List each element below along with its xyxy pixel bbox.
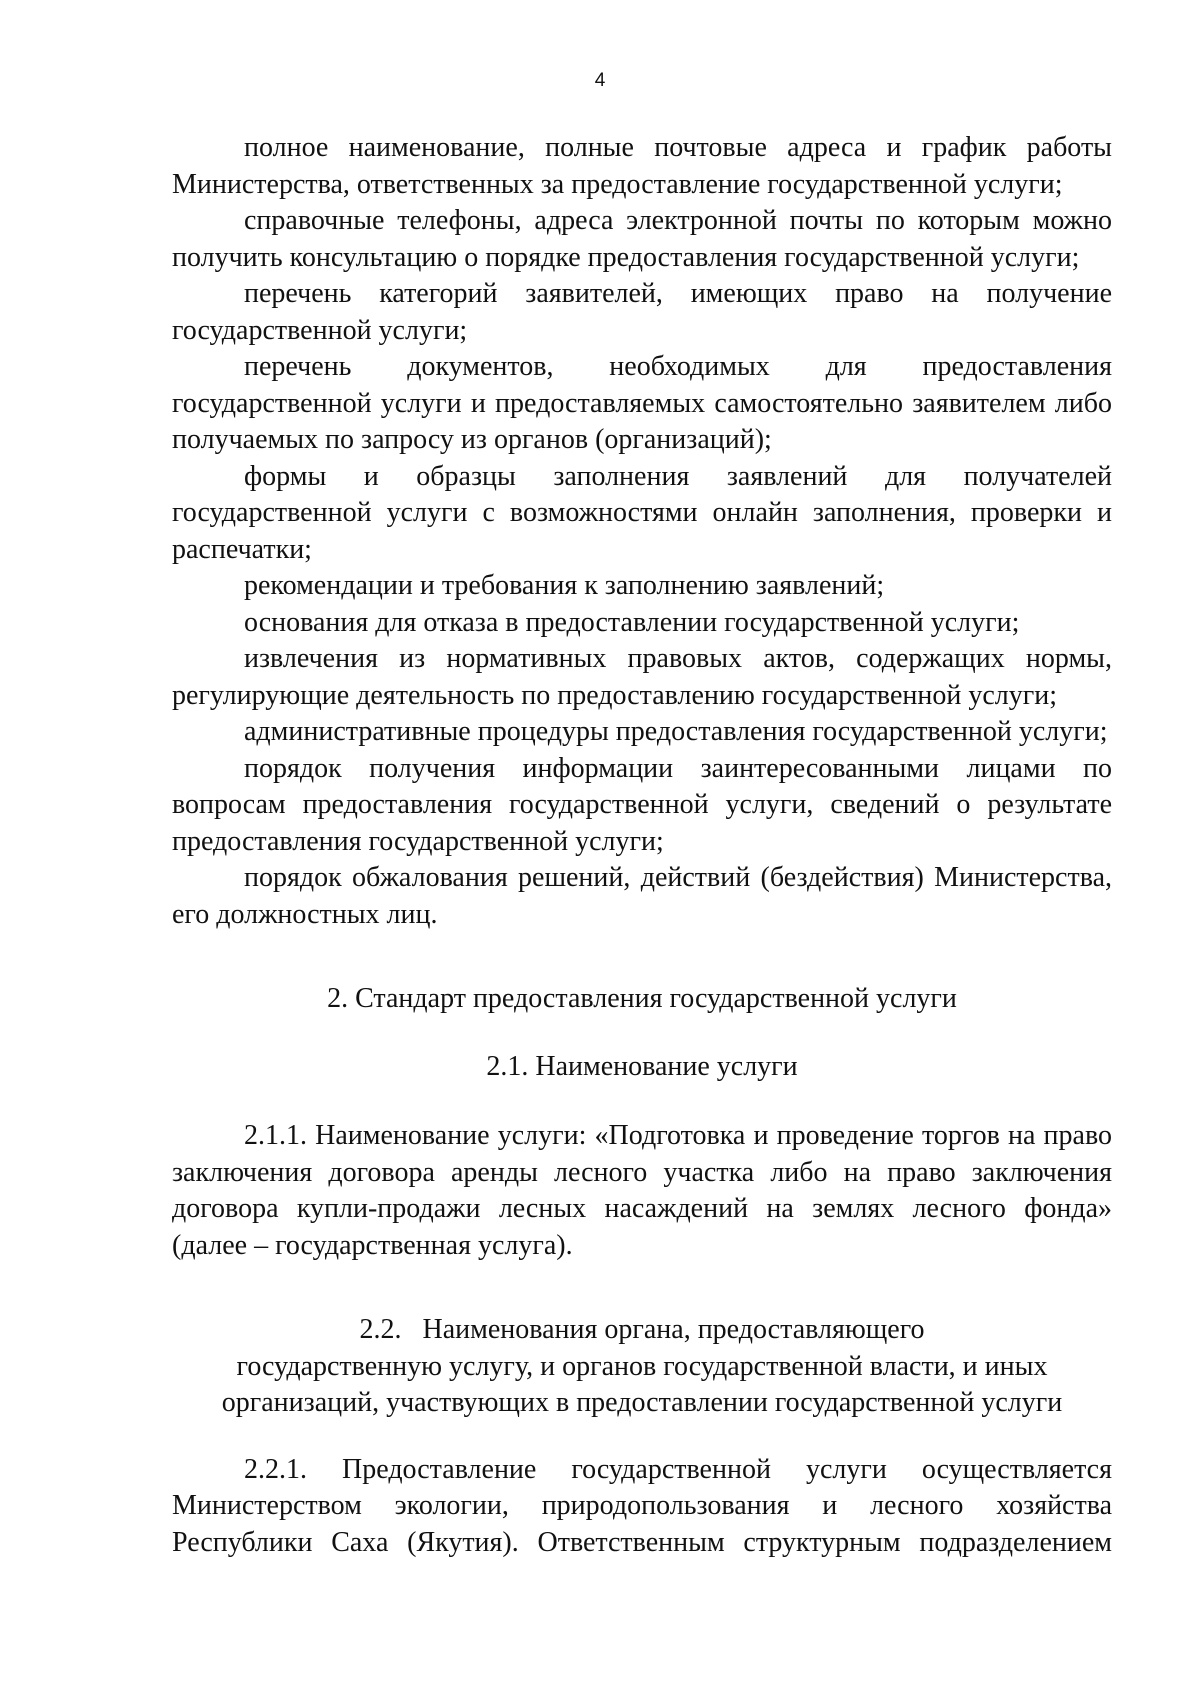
spacer [172, 1085, 1112, 1118]
subsection-heading-line: государственную услугу, и органов государственной власти, и иных [236, 1350, 1048, 1382]
list-item: перечень документов, необходимых для предоставления государственной услуги и предоставляемых самостоятельно заявителем либо получаемых по запросу из органов (организаций); [172, 351, 1112, 455]
list-item: полное наименование, полные почтовые адреса и график работы Министерства, ответственных за предоставление государственной услуги; [172, 132, 1112, 200]
paragraph-2-1-1: 2.1.1. Наименование услуги: «Подготовка и проведение торгов на право заключения договора аренды лесного участка либо на право заключения договора купли-продажи лесных насаждений на землях лесного фонда» (далее – государственная услуга). [172, 1120, 1112, 1261]
list-item: порядок обжалования решений, действий (бездействия) Министерства, его должностных лиц. [172, 862, 1112, 930]
subsection-heading-line: 2.2. Наименования органа, предоставляющего [359, 1314, 925, 1345]
spacer [172, 933, 1112, 981]
spacer [172, 1264, 1112, 1312]
list-item: извлечения из нормативных правовых актов, содержащих нормы, регулирующие деятельность по предоставлению государственной услуги; [172, 643, 1112, 711]
list-item: рекомендации и требования к заполнению заявлений; [244, 570, 885, 601]
list-item: справочные телефоны, адреса электронной почты по которым можно получить консультацию о порядке предоставления государственной услуги; [172, 205, 1112, 273]
spacer [172, 1018, 1112, 1049]
document-body [172, 130, 1112, 1561]
section-heading: 2. Стандарт предоставления государственной услуги [327, 983, 957, 1014]
subsection-heading: 2.1. Наименование услуги [486, 1050, 798, 1082]
list-item: перечень категорий заявителей, имеющих право на получение государственной услуги; [172, 278, 1112, 346]
list-item: административные процедуры предоставления государственной услуги; [244, 716, 1108, 747]
list-item: формы и образцы заполнения заявлений для получателей государственной услуги с возможностями онлайн заполнения, проверки и распечатки; [172, 460, 1112, 565]
list-item: основания для отказа в предоставлении государственной услуги; [244, 606, 1020, 638]
subsection-heading-line: организаций, участвующих в предоставлении государственной услуги [221, 1387, 1063, 1418]
spacer [172, 1422, 1112, 1452]
page-number: 4 [594, 70, 606, 91]
paragraph-2-2-1: 2.2.1. Предоставление государственной услуги осуществляется Министерством экологии, природопользования и лесного хозяйства Республики Саха (Якутия). Ответственным структурным подразделением [172, 1453, 1112, 1558]
list-item: порядок получения информации заинтересованными лицами по вопросам предоставления государственной услуги, сведений о результате предоставления государственной услуги; [172, 752, 1112, 857]
